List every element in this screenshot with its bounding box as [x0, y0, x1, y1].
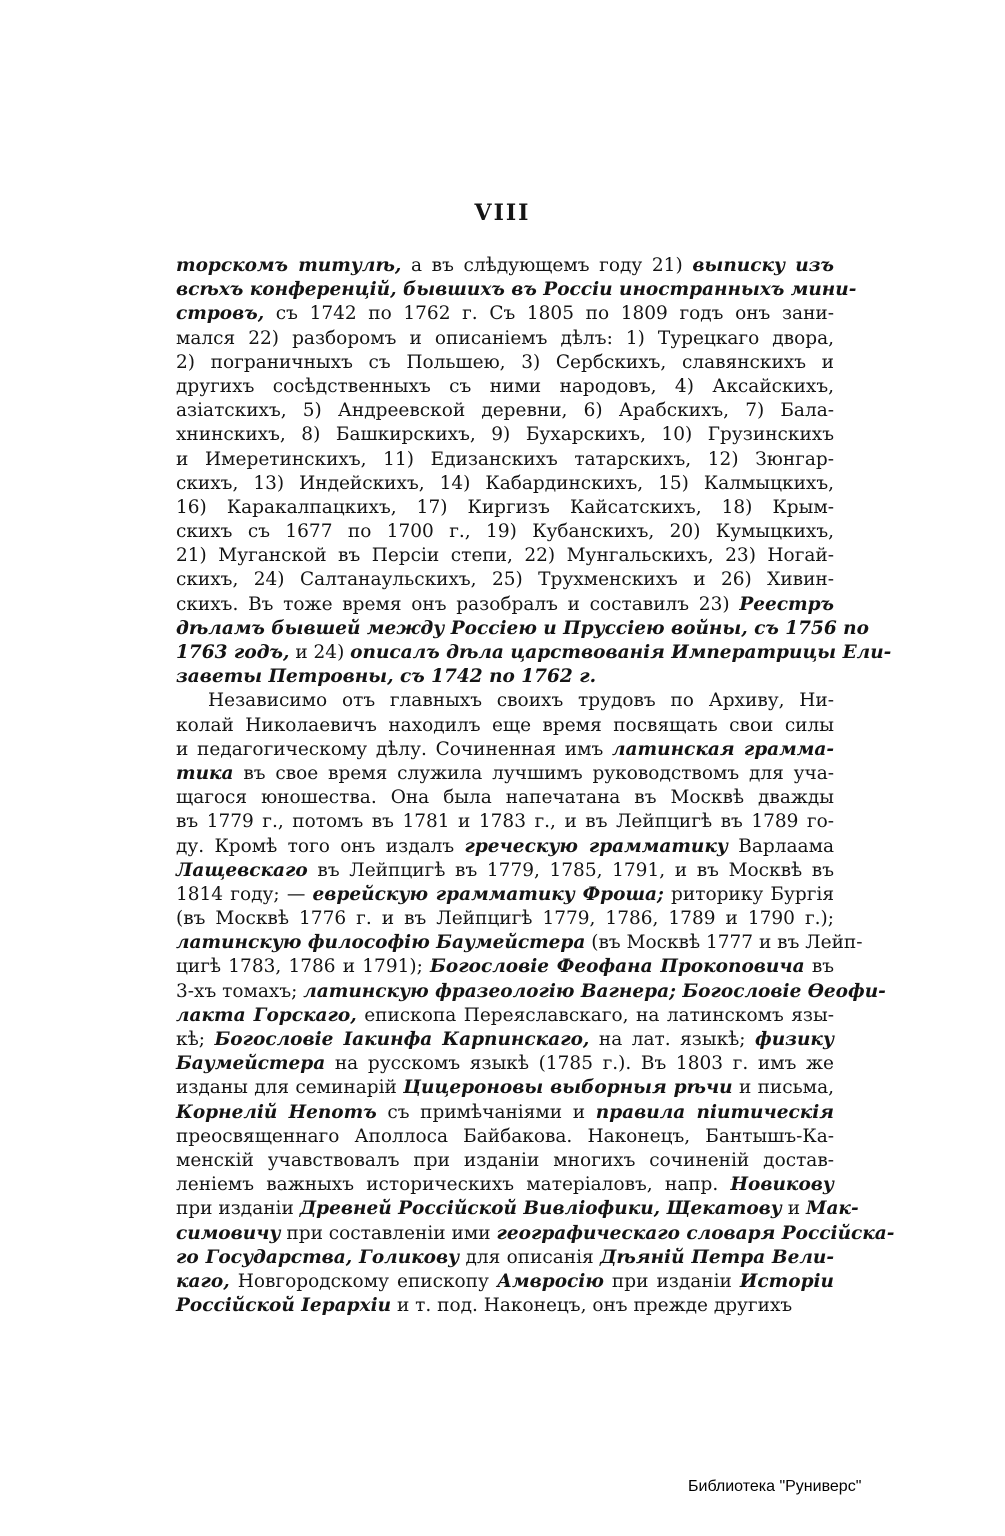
italic-title: заветы Петровны, съ 1742 по 1762 г.: [176, 666, 597, 688]
text-segment: хнинскихъ, 8) Башкирскихъ, 9) Бухарскихъ, 10) Грузинскихъ: [176, 424, 834, 446]
text-segment: щагося юношества. Она была напечатана въ Москвѣ дважды: [176, 787, 834, 809]
text-line: [176, 1294, 834, 1318]
text-segment: менскій учавствовалъ при изданіи многихъ сочиненій достав-: [176, 1149, 834, 1171]
text-line: [176, 955, 834, 979]
italic-title: стровъ,: [176, 303, 265, 325]
text-segment: съ 1742 по 1762 г. Съ 1805 по 1809 годъ онъ зани-: [264, 303, 834, 325]
text-line: [176, 1076, 834, 1100]
text-line: [176, 689, 834, 713]
text-line: [176, 1149, 834, 1173]
italic-title: правила піитическія: [595, 1101, 834, 1123]
text-segment: 16) Каракалпацкихъ, 17) Киргизъ Кайсатскихъ, 18) Крым-: [176, 496, 834, 518]
text-line: [176, 351, 834, 375]
italic-title: латинскую фразеологію Вагнера; Богословіе Ѳеофи-: [303, 980, 886, 1002]
text-line: [176, 1197, 859, 1221]
text-line: [176, 1222, 895, 1246]
italic-title: латинская грамма-: [612, 738, 834, 760]
text-line: [176, 810, 834, 834]
italic-title: 1763 годъ,: [176, 642, 290, 663]
text-segment: и т. под. Наконецъ, онъ прежде другихъ: [391, 1295, 793, 1317]
italic-title: Богословіе Іакинфа Карпинскаго,: [214, 1029, 590, 1050]
text-line: [176, 254, 834, 278]
italic-title: каго,: [176, 1270, 230, 1292]
text-segment: леніемъ важныхъ историческихъ матеріаловъ, напр.: [176, 1174, 731, 1196]
text-line: [176, 1125, 834, 1149]
text-segment: скихъ, 13) Индейскихъ, 14) Кабардинскихъ, 15) Калмыцкихъ,: [176, 472, 834, 494]
text-segment: другихъ сосѣдственныхъ съ ними народовъ, 4) Аксайскихъ,: [176, 375, 834, 397]
text-line: [176, 496, 834, 520]
text-line: [176, 327, 834, 351]
italic-title: всѣхъ конференцій, бывшихъ въ Россіи иностранныхъ мини-: [176, 279, 857, 301]
text-segment: съ примѣчаніями и: [376, 1101, 596, 1123]
text-segment: изданы для семинарій: [176, 1077, 404, 1099]
italic-title: еврейскую грамматику Фроша;: [312, 883, 664, 905]
text-segment: на лат. языкѣ;: [589, 1029, 756, 1050]
text-line: [176, 1101, 834, 1125]
text-line: [176, 423, 834, 447]
italic-title: географическаго словаря Россійска-: [496, 1222, 895, 1244]
text-segment: и письма,: [732, 1077, 834, 1099]
italic-title: Реестръ: [739, 593, 834, 615]
italic-title: физику: [755, 1029, 835, 1050]
text-segment: и Имеретинскихъ, 11) Едизанскихъ татарскихъ, 12) Зюнгар-: [176, 448, 834, 470]
text-line: [176, 1173, 834, 1197]
italic-title: Лащевскаго: [176, 859, 308, 881]
text-segment: цигѣ 1783, 1786 и 1791);: [176, 956, 431, 978]
text-line: [176, 375, 834, 399]
text-segment: колай Николаевичъ находилъ еще время посвящать свои силы: [176, 714, 834, 736]
text-segment: и: [781, 1198, 806, 1220]
italic-title: дѣламъ бывшей между Россіею и Пруссіею войны, съ 1756 по: [176, 617, 869, 639]
italic-title: Исторіи: [739, 1270, 834, 1292]
text-segment: мался 22) разборомъ и описаніемъ дѣлъ: 1) Турецкаго двора,: [176, 327, 834, 349]
text-line: [176, 302, 834, 326]
text-line: [176, 448, 834, 472]
text-line: [176, 786, 834, 810]
text-segment: при составленіи ими: [280, 1222, 497, 1244]
text-line: [176, 931, 863, 955]
italic-title: Россійской Іерархіи: [176, 1295, 392, 1317]
text-line: [176, 1246, 834, 1270]
text-line: [176, 568, 834, 592]
text-segment: при изданіи: [603, 1270, 740, 1292]
italic-title: лакта Горскаго,: [176, 1004, 357, 1026]
text-segment: въ свое время служила лучшимъ руководствомъ для уча-: [233, 762, 834, 784]
text-line: [176, 593, 834, 617]
text-segment: 3-хъ томахъ;: [176, 980, 304, 1002]
italic-title: Новикову: [730, 1174, 834, 1196]
text-segment: а въ слѣдующемъ году 21): [401, 255, 693, 276]
italic-title: симовичу: [176, 1222, 281, 1244]
text-line: [176, 738, 834, 762]
text-line: [176, 714, 834, 738]
text-line: [176, 1270, 834, 1294]
text-segment: кѣ;: [176, 1029, 215, 1050]
text-line: [176, 1052, 834, 1076]
text-line: [176, 1004, 834, 1028]
text-line: [176, 762, 834, 786]
text-segment: скихъ. Въ тоже время онъ разобралъ и составилъ 23): [176, 593, 740, 615]
italic-title: выписку изъ: [692, 255, 835, 276]
text-segment: ду. Кромѣ того онъ издалъ: [176, 835, 465, 857]
text-segment: для описанія: [459, 1246, 600, 1268]
text-line: [176, 859, 834, 883]
italic-title: го Государства, Голикову: [176, 1246, 460, 1268]
text-segment: на русскомъ языкѣ (1785 г.). Въ 1803 г. имъ же: [325, 1053, 834, 1075]
text-line: [176, 1028, 834, 1052]
text-line: [176, 520, 834, 544]
italic-title: Цицероновы выборныя рѣчи: [403, 1077, 733, 1099]
text-segment: (въ Москвѣ 1776 г. и въ Лейпцигѣ 1779, 1786, 1789 и 1790 г.);: [176, 908, 834, 930]
text-segment: риторику Бургія: [663, 883, 835, 905]
text-segment: въ 1779 г., потомъ въ 1781 и 1783 г., и въ Лейпцигѣ въ 1789 го-: [176, 811, 834, 833]
italic-title: Амвросію: [496, 1270, 604, 1292]
text-line: [176, 617, 869, 641]
italic-title: Мак-: [805, 1198, 859, 1220]
text-line: [176, 544, 834, 568]
italic-title: латинскую философію Баумейстера: [176, 932, 586, 954]
italic-title: греческую грамматику: [464, 835, 728, 857]
text-segment: при изданіи: [176, 1198, 300, 1220]
text-line: [176, 883, 834, 907]
text-line: [176, 278, 857, 302]
text-segment: (въ Москвѣ 1777 и въ Лейп-: [585, 932, 863, 954]
text-segment: 2) пограничныхъ съ Польшею, 3) Сербскихъ, славянскихъ и: [176, 351, 834, 373]
page-number: VIII: [474, 200, 531, 226]
italic-title: описалъ дѣла царствованія Императрицы Ели-: [350, 642, 892, 663]
text-line: [176, 835, 834, 859]
text-segment: 1814 году; —: [176, 883, 313, 905]
text-line: [176, 399, 834, 423]
text-segment: скихъ съ 1677 по 1700 г., 19) Кубанскихъ, 20) Кумыцкихъ,: [176, 521, 834, 543]
body-text: [176, 254, 895, 1318]
text-line: [176, 980, 886, 1004]
italic-title: Древней Россійской Вивліофики, Щекатову: [299, 1198, 782, 1220]
text-segment: 21) Муганской въ Персіи степи, 22) Мунгальскихъ, 23) Ногай-: [176, 545, 834, 567]
italic-title: Дѣяній Петра Вели-: [599, 1246, 835, 1268]
library-watermark: Библиотека "Руниверс": [688, 1478, 862, 1495]
text-line: [176, 472, 834, 496]
text-segment: азіатскихъ, 5) Андреевской деревни, 6) Арабскихъ, 7) Бала-: [176, 400, 834, 422]
italic-title: Баумейстера: [176, 1053, 326, 1075]
italic-title: торскомъ титулѣ,: [176, 255, 402, 276]
text-segment: скихъ, 24) Салтанаульскихъ, 25) Трухменскихъ и 26) Хивин-: [176, 569, 834, 591]
text-line: [176, 907, 834, 931]
text-segment: Независимо отъ главныхъ своихъ трудовъ по Архиву, Ни-: [208, 690, 834, 712]
text-segment: Варлаама: [727, 835, 834, 857]
text-segment: въ Лейпцигѣ въ 1779, 1785, 1791, и въ Москвѣ въ: [307, 859, 834, 881]
text-segment: и 24): [289, 642, 351, 663]
text-segment: преосвященнаго Аполлоса Байбакова. Наконецъ, Бантышъ-Ка-: [176, 1125, 834, 1147]
text-line: [176, 641, 892, 665]
text-line: [176, 665, 834, 689]
text-segment: Новгородскому епископу: [229, 1270, 497, 1292]
text-segment: епископа Переяславскаго, на латинскомъ язы-: [356, 1004, 834, 1026]
italic-title: Богословіе Феофана Прокоповича: [430, 956, 805, 978]
italic-title: тика: [176, 762, 234, 784]
italic-title: Корнелій Непотъ: [176, 1101, 377, 1123]
text-segment: въ: [804, 956, 835, 978]
text-segment: и педагогическому дѣлу. Сочиненная имъ: [176, 738, 613, 760]
